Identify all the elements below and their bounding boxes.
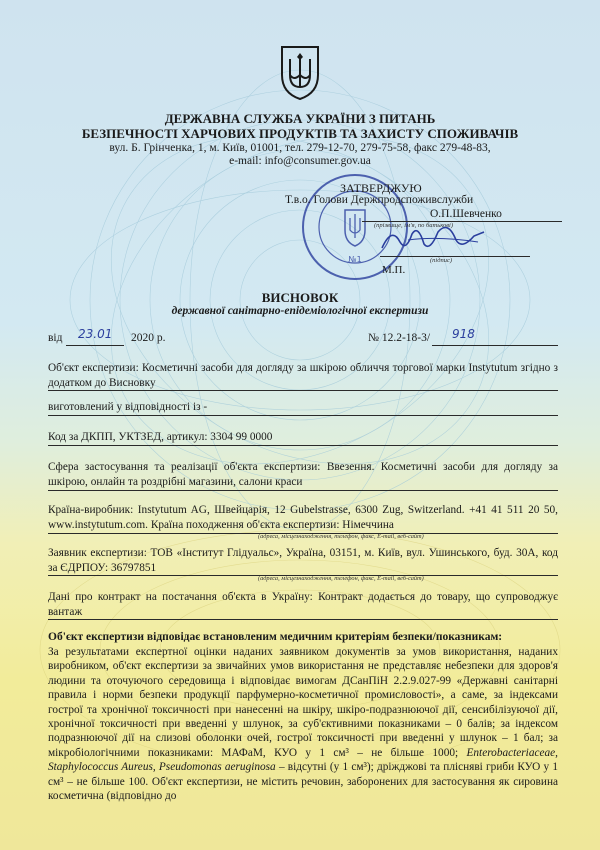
- approver-name: О.П.Шевченко: [430, 208, 502, 220]
- approve-label: ЗАТВЕРДЖУЮ: [340, 181, 422, 195]
- divider: [48, 415, 558, 416]
- producer-country: Країна-виробник: Instytutum AG, Швейцарія, 12 Gubelstrasse, 6300 Zug, Switzerland. +41 41 511 20 50, www.instytutum.com. Країна походження об'єкта експертизи: Німеччина: [48, 504, 558, 531]
- made-according: виготовлений у відповідності із -: [48, 401, 208, 413]
- agency-email: e-mail: info@consumer.gov.ua: [229, 155, 371, 167]
- signature-underline: [380, 256, 530, 257]
- contract-data: Дані про контракт на постачання об'єкта в Україну: Контракт додається до товару, що супроводжує вантаж: [48, 591, 558, 618]
- agency-name-line1: ДЕРЖАВНА СЛУЖБА УКРАЇНИ З ПИТАНЬ: [164, 111, 436, 126]
- producer-caption: (адреса, місцезнаходження, телефон, факс, E-mail, веб-сайт): [258, 533, 424, 540]
- conclusion-organisms: Enterobacteriaceae, Staphylococcus Aureus, Pseudomonas aeruginosa: [48, 746, 558, 774]
- conclusion-paragraph: [48, 645, 558, 803]
- divider: [48, 619, 558, 620]
- conclusion-heading: Об'єкт експертизи відповідає встановленим медичним критеріям безпеки/показникам:: [48, 631, 503, 643]
- document-number: № 12.2-18-3/: [368, 332, 431, 344]
- date-year: 2020 р.: [131, 332, 166, 344]
- conclusion-text: За результатами експертної оцінки наданих заявником документів за умов використання, наданих виробником, об'єкт експертизи за звичайних умов використання не представляє небезпеки для здоров'я людини та оточуючого середовища і відповідає вимогам ДСанПіН 2.2.9.027-99 «Державні санітарні правила і норми безпеки продукції парфумерно-косметичної промисловості», а саме, за індексами гострої та хронічної токсичності при нанесенні на шкіру, шкіро-подразнюючої дії, сенсибілізуючої дії, хронічної токсичності при введенні у шлунок, за суб'єктивними показниками – 0 балів; за індексом подразнюючої дії на слизові оболонки очей, гострої токсичності при введенні у шлунок – 1 бал; за мікробіологічними показниками: МАФаМ, КУО у 1 см³ – не більше 1000;: [48, 646, 558, 759]
- trident-emblem: [278, 45, 322, 101]
- signature-caption: (підпис): [430, 257, 453, 264]
- divider: [48, 490, 558, 491]
- date-prefix: від: [48, 332, 63, 344]
- agency-name-line2: БЕЗПЕЧНОСТІ ХАРЧОВИХ ПРОДУКТІВ ТА ЗАХИСТУ СПОЖИВАЧІВ: [81, 126, 519, 141]
- document-subtitle: державної санітарно-епідеміологічної експертизи: [171, 305, 429, 317]
- applicant-caption: (адреса, місцезнаходження, телефон, факс, E-mail, веб-сайт): [258, 575, 424, 582]
- svg-text:№1: №1: [348, 255, 362, 264]
- seal-mark: М.П.: [382, 264, 406, 276]
- number-underline: [432, 345, 558, 346]
- date-handwritten: 23.01: [78, 327, 113, 341]
- name-caption: (прізвище, ім'я, по батькові): [374, 222, 454, 229]
- expertise-object: Об'єкт експертизи: Косметичні засоби для догляду за шкірою обличчя торгової марки Instytutum згідно з додатком до Висновку: [48, 362, 558, 389]
- divider: [48, 445, 558, 446]
- document-title: ВИСНОВОК: [261, 290, 339, 305]
- approver-position: Т.в.о. Голови Держпродспоживслужби: [285, 194, 474, 206]
- agency-address: вул. Б. Грінченка, 1, м. Київ, 01001, тел. 279-12-70, 279-75-58, факс 279-48-83,: [109, 142, 491, 154]
- signature: [378, 222, 488, 256]
- number-handwritten: 918: [452, 327, 475, 341]
- conclusion-text-end: – відсутні (у 1 см³); дріжджові та плісняві гриби КУО у 1 см³ – не більше 100. Об'єкт експертизи, не містить речовин, заборонених для застосування як сировина косметична (відповідно до: [48, 761, 558, 803]
- product-code: Код за ДКПП, УКТЗЕД, артикул: 3304 99 0000: [48, 431, 273, 443]
- application-sphere: Сфера застосування та реалізації об'єкта експертизи: Ввезення. Косметичні засоби для догляду за шкірою, онлайн та роздрібні магазини, салони краси: [48, 461, 558, 488]
- divider: [48, 390, 558, 391]
- date-underline: [66, 345, 124, 346]
- applicant: Заявник експертизи: ТОВ «Інститут Глідуальс», Україна, 03151, м. Київ, вул. Ушинського, буд. 30А, код за ЄДРПОУ: 36797851: [48, 547, 558, 574]
